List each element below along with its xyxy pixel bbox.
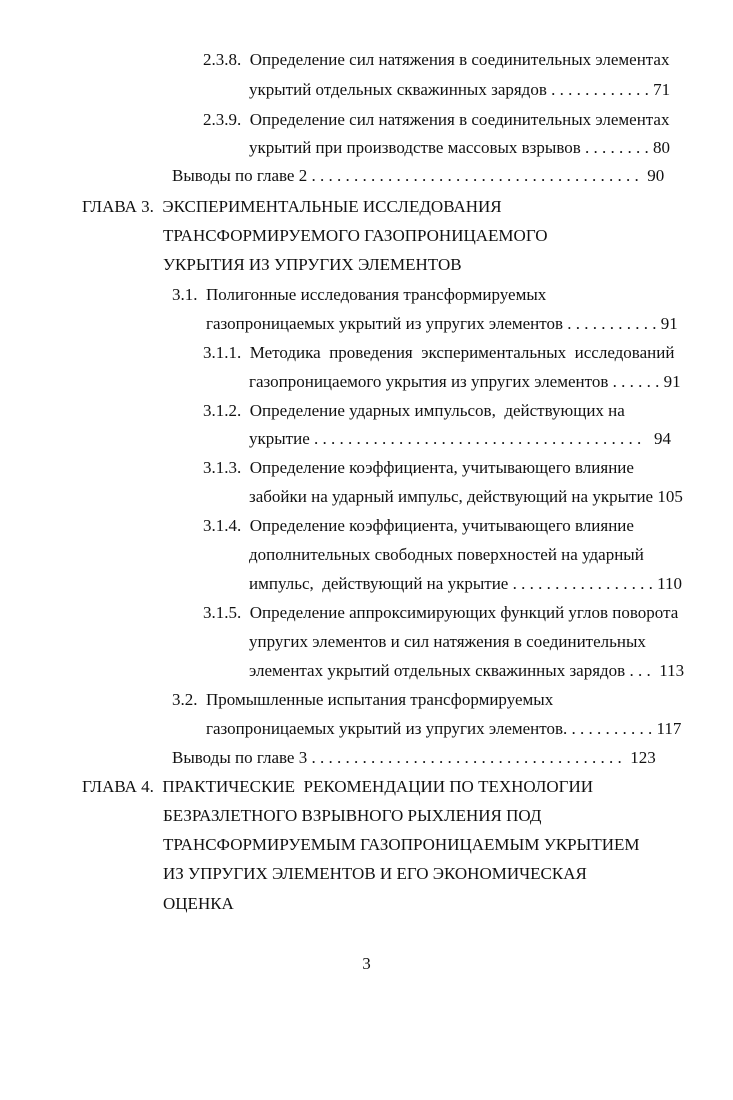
toc-entry-3-1-4: 3.1.4. Определение коэффициента, учитывающего влияние [203, 516, 634, 535]
toc-conclusions-ch3: Выводы по главе 3 . . . . . . . . . . . . . . . . . . . . . . . . . . . . . . . . . . . . . 123 [172, 748, 656, 767]
toc-entry-2-3-9: 2.3.9. Определение сил натяжения в соединительных элементах [203, 110, 670, 129]
toc-chapter-4: ГЛАВА 4. ПРАКТИЧЕСКИЕ РЕКОМЕНДАЦИИ ПО ТЕХНОЛОГИИ [82, 777, 594, 796]
toc-entry-3-1-2-cont: укрытие . . . . . . . . . . . . . . . . . . . . . . . . . . . . . . . . . . . . . . . 94 [249, 429, 672, 448]
toc-chapter-4-cont3: ИЗ УПРУГИХ ЭЛЕМЕНТОВ И ЕГО ЭКОНОМИЧЕСКАЯ [163, 864, 587, 883]
toc-entry-3-1-2: 3.1.2. Определение ударных импульсов, действующих на [203, 401, 625, 420]
toc-chapter-4-cont1: БЕЗРАЗЛЕТНОГО ВЗРЫВНОГО РЫХЛЕНИЯ ПОД [163, 806, 542, 825]
toc-entry-3-2: 3.2. Промышленные испытания трансформируемых [172, 690, 554, 709]
toc-entry-3-1-3-cont: забойки на ударный импульс, действующий на укрытие 105 [249, 487, 683, 506]
toc-entry-3-1-5-cont1: упругих элементов и сил натяжения в соединительных [249, 632, 646, 651]
toc-entry-3-1-4-cont2: импульс, действующий на укрытие . . . . . . . . . . . . . . . . . 110 [249, 574, 682, 593]
toc-entry-3-1-5-cont2: элементах укрытий отдельных скважинных зарядов . . . 113 [249, 661, 685, 680]
toc-entry-2-3-8: 2.3.8. Определение сил натяжения в соединительных элементах [203, 50, 670, 69]
toc-entry-3-1-cont: газопроницаемых укрытий из упругих элементов . . . . . . . . . . . 91 [206, 314, 678, 333]
toc-chapter-3: ГЛАВА 3. ЭКСПЕРИМЕНТАЛЬНЫЕ ИССЛЕДОВАНИЯ [82, 197, 502, 216]
toc-entry-3-2-cont: газопроницаемых укрытий из упругих элементов. . . . . . . . . . . 117 [206, 719, 682, 738]
page-number: 3 [362, 954, 371, 973]
toc-entry-3-1-1: 3.1.1. Методика проведения экспериментальных исследований [203, 343, 675, 362]
toc-entry-3-1: 3.1. Полигонные исследования трансформируемых [172, 285, 547, 304]
toc-chapter-3-cont1: ТРАНСФОРМИРУЕМОГО ГАЗОПРОНИЦАЕМОГО [163, 226, 548, 245]
toc-entry-3-1-4-cont1: дополнительных свободных поверхностей на ударный [249, 545, 644, 564]
toc-entry-3-1-1-cont: газопроницаемого укрытия из упругих элементов . . . . . . 91 [249, 372, 681, 391]
toc-entry-3-1-5: 3.1.5. Определение аппроксимирующих функций углов поворота [203, 603, 679, 622]
toc-chapter-3-cont2: УКРЫТИЯ ИЗ УПРУГИХ ЭЛЕМЕНТОВ [163, 255, 462, 274]
toc-entry-2-3-9-cont: укрытий при производстве массовых взрывов . . . . . . . . 80 [249, 138, 671, 157]
toc-entry-2-3-8-cont: укрытий отдельных скважинных зарядов . . . . . . . . . . . . 71 [249, 80, 671, 99]
toc-entry-3-1-3: 3.1.3. Определение коэффициента, учитывающего влияние [203, 458, 634, 477]
toc-conclusions-ch2: Выводы по главе 2 . . . . . . . . . . . . . . . . . . . . . . . . . . . . . . . . . . . . . . . 90 [172, 166, 665, 185]
toc-chapter-4-cont4: ОЦЕНКА [163, 894, 234, 913]
toc-chapter-4-cont2: ТРАНСФОРМИРУЕМЫМ ГАЗОПРОНИЦАЕМЫМ УКРЫТИЕМ [163, 835, 640, 854]
